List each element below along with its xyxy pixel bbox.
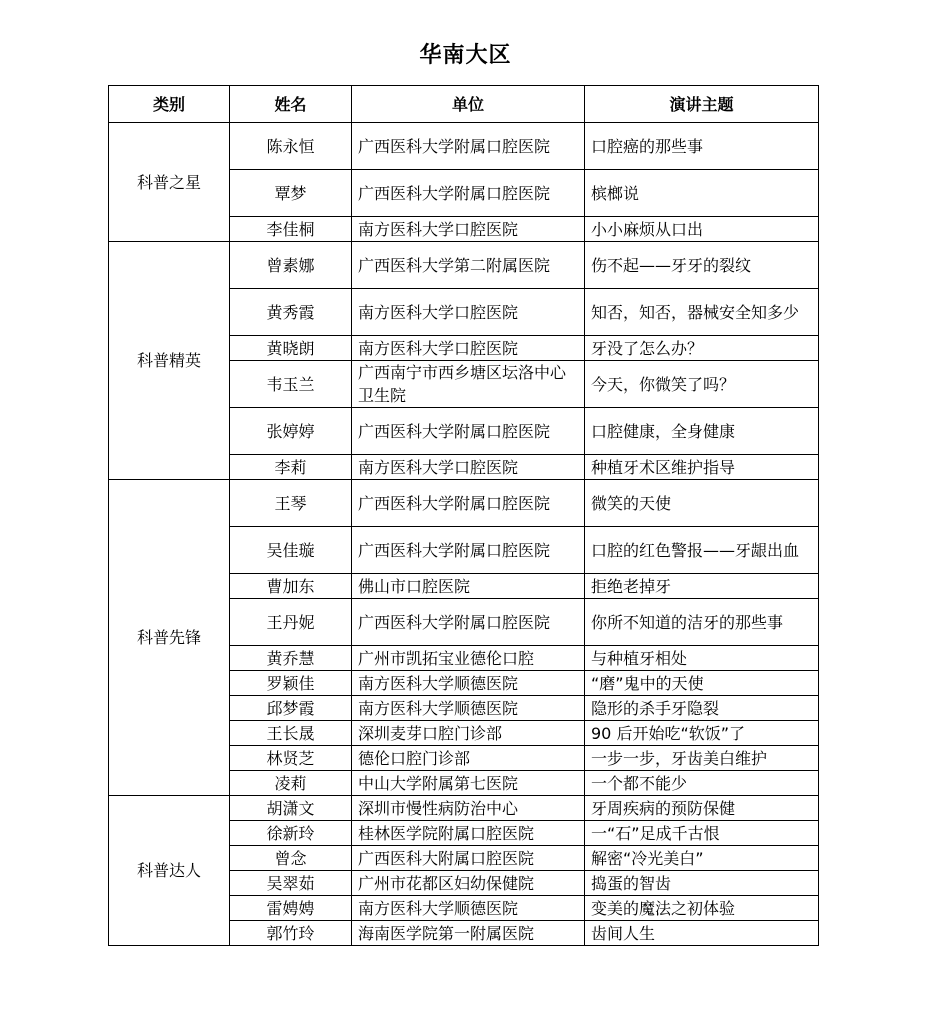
topic-cell: 解密“冷光美白” <box>585 846 819 871</box>
unit-cell: 德伦口腔门诊部 <box>352 746 585 771</box>
name-cell: 王长晟 <box>230 721 352 746</box>
name-cell: 曹加东 <box>230 574 352 599</box>
topic-cell: “磨”鬼中的天使 <box>585 671 819 696</box>
topic-cell: 槟榔说 <box>585 170 819 217</box>
topic-cell: 口腔的红色警报——牙龈出血 <box>585 527 819 574</box>
unit-cell: 广西医科大学附属口腔医院 <box>352 599 585 646</box>
name-cell: 徐新玲 <box>230 821 352 846</box>
unit-cell: 桂林医学院附属口腔医院 <box>352 821 585 846</box>
topic-cell: 今天，你微笑了吗？ <box>585 361 819 408</box>
topic-cell: 变美的魔法之初体验 <box>585 896 819 921</box>
name-cell: 黄秀霞 <box>230 289 352 336</box>
topic-cell: 牙周疾病的预防保健 <box>585 796 819 821</box>
unit-cell: 南方医科大学口腔医院 <box>352 455 585 480</box>
topic-cell: 你所不知道的洁牙的那些事 <box>585 599 819 646</box>
unit-cell: 南方医科大学顺德医院 <box>352 696 585 721</box>
unit-cell: 广西医科大学附属口腔医院 <box>352 480 585 527</box>
table-header-row <box>109 86 819 123</box>
unit-cell: 南方医科大学口腔医院 <box>352 289 585 336</box>
name-cell: 黄晓朗 <box>230 336 352 361</box>
name-cell: 李莉 <box>230 455 352 480</box>
name-cell: 覃梦 <box>230 170 352 217</box>
unit-cell: 深圳麦芽口腔门诊部 <box>352 721 585 746</box>
topic-cell: 一步一步，牙齿美白维护 <box>585 746 819 771</box>
unit-cell: 广西医科大附属口腔医院 <box>352 846 585 871</box>
topic-cell: 90 后开始吃“软饭”了 <box>585 721 819 746</box>
name-cell: 韦玉兰 <box>230 361 352 408</box>
topic-cell: 拒绝老掉牙 <box>585 574 819 599</box>
topic-cell: 隐形的杀手牙隐裂 <box>585 696 819 721</box>
unit-cell: 广西医科大学第二附属医院 <box>352 242 585 289</box>
unit-cell: 南方医科大学顺德医院 <box>352 896 585 921</box>
unit-cell: 南方医科大学口腔医院 <box>352 217 585 242</box>
topic-cell: 一个都不能少 <box>585 771 819 796</box>
name-cell: 胡潇文 <box>230 796 352 821</box>
topic-cell: 一“石”足成千古恨 <box>585 821 819 846</box>
table-body <box>109 123 819 946</box>
unit-cell: 广西南宁市西乡塘区坛洛中心卫生院 <box>352 361 585 408</box>
category-cell: 科普精英 <box>109 242 230 480</box>
topic-cell: 口腔癌的那些事 <box>585 123 819 170</box>
topic-cell: 种植牙术区维护指导 <box>585 455 819 480</box>
speaker-table <box>108 85 819 946</box>
topic-cell: 齿间人生 <box>585 921 819 946</box>
topic-cell: 与种植牙相处 <box>585 646 819 671</box>
category-cell: 科普达人 <box>109 796 230 946</box>
name-cell: 郭竹玲 <box>230 921 352 946</box>
name-cell: 张婷婷 <box>230 408 352 455</box>
unit-cell: 广西医科大学附属口腔医院 <box>352 170 585 217</box>
table-row <box>109 796 819 821</box>
name-cell: 林贤芝 <box>230 746 352 771</box>
unit-cell: 广西医科大学附属口腔医院 <box>352 408 585 455</box>
unit-cell: 海南医学院第一附属医院 <box>352 921 585 946</box>
name-cell: 王琴 <box>230 480 352 527</box>
name-cell: 邱梦霞 <box>230 696 352 721</box>
topic-cell: 捣蛋的智齿 <box>585 871 819 896</box>
name-cell: 雷娉娉 <box>230 896 352 921</box>
unit-cell: 南方医科大学口腔医院 <box>352 336 585 361</box>
unit-cell: 中山大学附属第七医院 <box>352 771 585 796</box>
topic-cell: 牙没了怎么办？ <box>585 336 819 361</box>
unit-cell: 广州市花都区妇幼保健院 <box>352 871 585 896</box>
name-cell: 吴翠茹 <box>230 871 352 896</box>
name-cell: 曾念 <box>230 846 352 871</box>
category-cell: 科普先锋 <box>109 480 230 796</box>
name-cell: 王丹妮 <box>230 599 352 646</box>
unit-cell: 南方医科大学顺德医院 <box>352 671 585 696</box>
topic-cell: 知否，知否，器械安全知多少 <box>585 289 819 336</box>
header-name: 姓名 <box>230 86 352 123</box>
unit-cell: 广州市凯拓宝业德伦口腔 <box>352 646 585 671</box>
name-cell: 凌莉 <box>230 771 352 796</box>
name-cell: 陈永恒 <box>230 123 352 170</box>
unit-cell: 深圳市慢性病防治中心 <box>352 796 585 821</box>
table-row <box>109 242 819 289</box>
category-cell: 科普之星 <box>109 123 230 242</box>
topic-cell: 小小麻烦从口出 <box>585 217 819 242</box>
name-cell: 李佳桐 <box>230 217 352 242</box>
topic-cell: 口腔健康，全身健康 <box>585 408 819 455</box>
table-row <box>109 480 819 527</box>
table-row <box>109 123 819 170</box>
header-unit: 单位 <box>352 86 585 123</box>
page-title: 华南大区 <box>419 43 512 68</box>
name-cell: 黄乔慧 <box>230 646 352 671</box>
topic-cell: 伤不起——牙牙的裂纹 <box>585 242 819 289</box>
name-cell: 曾素娜 <box>230 242 352 289</box>
unit-cell: 广西医科大学附属口腔医院 <box>352 527 585 574</box>
unit-cell: 广西医科大学附属口腔医院 <box>352 123 585 170</box>
topic-cell: 微笑的天使 <box>585 480 819 527</box>
unit-cell: 佛山市口腔医院 <box>352 574 585 599</box>
header-topic: 演讲主题 <box>585 86 819 123</box>
name-cell: 罗颖佳 <box>230 671 352 696</box>
name-cell: 吴佳璇 <box>230 527 352 574</box>
header-category: 类别 <box>109 86 230 123</box>
